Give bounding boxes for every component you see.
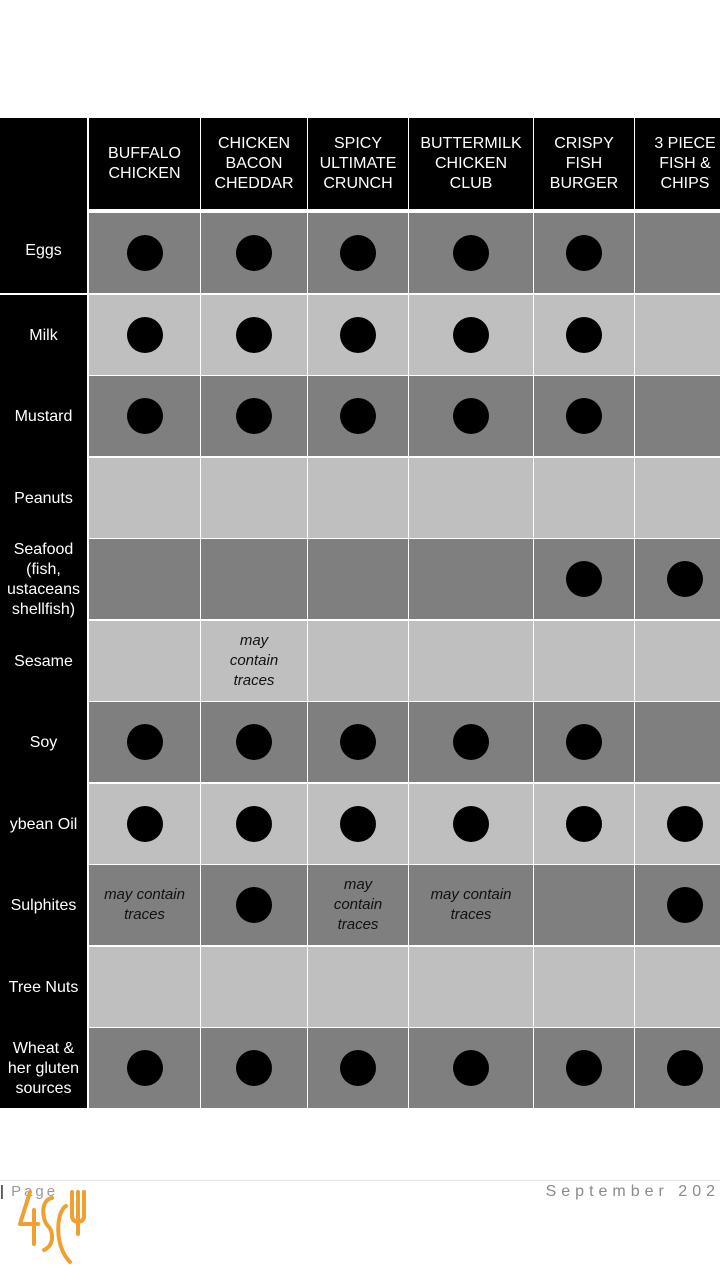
contains-allergen-dot-icon: [127, 1050, 163, 1086]
table-cell: [201, 784, 307, 864]
table-cell: [89, 539, 200, 619]
column-header-3-piece-fish-chips: 3 PIECE FISH & CHIPS: [635, 118, 720, 209]
row-header-seafood-fish-ustaceans-shellfish: [0, 539, 87, 621]
table-cell: [409, 376, 533, 456]
row-header-soy: [0, 702, 87, 784]
contains-allergen-dot-icon: [566, 1050, 602, 1086]
table-cell: [635, 1028, 720, 1108]
table-cell: [534, 213, 634, 293]
table-cell: [201, 295, 307, 375]
contains-allergen-dot-icon: [566, 398, 602, 434]
table-cell: [89, 784, 200, 864]
table-cell: [308, 1028, 408, 1108]
contains-allergen-dot-icon: [236, 724, 272, 760]
table-cell: [409, 458, 533, 538]
table-cell: [201, 213, 307, 293]
column-header-buffalo-chicken: BUFFALO CHICKEN: [89, 118, 200, 209]
table-cell: [534, 1028, 634, 1108]
row-header-mustard: [0, 376, 87, 458]
row-header-label: Soy: [29, 734, 58, 751]
table-cell: [534, 865, 634, 945]
column-header-crispy-fish-burger: CRISPY FISH BURGER: [534, 118, 634, 209]
column-header-chicken-bacon-cheddar: CHICKEN BACON CHEDDAR: [201, 118, 307, 209]
may-contain-traces-note: may contain traces: [333, 876, 383, 933]
table-cell: [534, 458, 634, 538]
table-cell: [534, 295, 634, 375]
table-cell: [308, 702, 408, 782]
contains-allergen-dot-icon: [453, 235, 489, 271]
table-cell: [534, 376, 634, 456]
footer-divider: [0, 1180, 720, 1181]
contains-allergen-dot-icon: [127, 398, 163, 434]
row-header-sesame: [0, 621, 87, 703]
column-header-spicy-ultimate-crunch: SPICY ULTIMATE CRUNCH: [308, 118, 408, 209]
table-cell: [201, 1028, 307, 1108]
table-cell: [201, 702, 307, 782]
table-cell: [89, 376, 200, 456]
allergen-table: [0, 118, 720, 1108]
contains-allergen-dot-icon: [453, 398, 489, 434]
row-header-label: Seafood (fish, ustaceans shellfish): [7, 541, 80, 618]
contains-allergen-dot-icon: [340, 724, 376, 760]
contains-allergen-dot-icon: [236, 887, 272, 923]
table-cell: [635, 376, 720, 456]
contains-allergen-dot-icon: [453, 724, 489, 760]
contains-allergen-dot-icon: [667, 1050, 703, 1086]
contains-allergen-dot-icon: [340, 317, 376, 353]
contains-allergen-dot-icon: [340, 398, 376, 434]
contains-allergen-dot-icon: [236, 398, 272, 434]
table-cell: [89, 865, 200, 945]
contains-allergen-dot-icon: [236, 806, 272, 842]
contains-allergen-dot-icon: [667, 806, 703, 842]
row-header-sulphites: [0, 865, 87, 947]
table-cell: [308, 947, 408, 1027]
contains-allergen-dot-icon: [127, 724, 163, 760]
table-cell: [89, 213, 200, 293]
row-header-label: Tree Nuts: [8, 978, 79, 996]
row-header-label: Wheat & her gluten sources: [7, 1040, 80, 1097]
table-cell: [308, 865, 408, 945]
table-cell: [201, 865, 307, 945]
contains-allergen-dot-icon: [453, 1050, 489, 1086]
table-cell: [409, 947, 533, 1027]
column-header-buttermilk-chicken-club: BUTTERMILK CHICKEN CLUB: [409, 118, 533, 209]
table-cell: [308, 784, 408, 864]
contains-allergen-dot-icon: [127, 235, 163, 271]
contains-allergen-dot-icon: [566, 317, 602, 353]
contains-allergen-dot-icon: [340, 235, 376, 271]
row-header-milk: [0, 295, 87, 377]
contains-allergen-dot-icon: [340, 806, 376, 842]
table-cell: [534, 702, 634, 782]
table-cell: [635, 621, 720, 701]
table-cell: [409, 539, 533, 619]
table-cell: [635, 213, 720, 293]
contains-allergen-dot-icon: [667, 887, 703, 923]
table-cell: [201, 539, 307, 619]
table-cell: [201, 376, 307, 456]
row-header-label: Sulphites: [10, 897, 77, 914]
table-cell: [89, 295, 200, 375]
table-cell: [635, 865, 720, 945]
table-cell: [89, 947, 200, 1027]
table-cell: [308, 295, 408, 375]
row-header-label: Eggs: [25, 242, 62, 259]
may-contain-traces-note: may contain traces: [430, 886, 512, 923]
row-header-label: Peanuts: [14, 489, 73, 507]
contains-allergen-dot-icon: [667, 561, 703, 597]
row-header-eggs: [0, 209, 87, 293]
contains-allergen-dot-icon: [340, 1050, 376, 1086]
table-cell: [635, 295, 720, 375]
row-header-label: ybean Oil: [9, 815, 78, 833]
may-contain-traces-note: may contain traces: [229, 631, 279, 689]
table-cell: [89, 458, 200, 538]
restaurant-logo-icon: [14, 1186, 90, 1270]
row-header-label: Sesame: [14, 652, 73, 670]
table-cell: [409, 865, 533, 945]
table-cell: [308, 539, 408, 619]
row-header-label: Mustard: [14, 408, 73, 425]
table-cell: [409, 621, 533, 701]
table-cell: [89, 702, 200, 782]
table-cell: [89, 621, 200, 701]
table-cell: [409, 213, 533, 293]
table-cell: [635, 539, 720, 619]
table-cell: [201, 947, 307, 1027]
table-cell: [201, 458, 307, 538]
footer-date: September 202: [545, 1183, 720, 1200]
table-cell: [89, 1028, 200, 1108]
contains-allergen-dot-icon: [566, 806, 602, 842]
may-contain-traces-note: may contain traces: [104, 886, 185, 923]
contains-allergen-dot-icon: [236, 317, 272, 353]
table-cell: [635, 947, 720, 1027]
table-cell: [409, 784, 533, 864]
table-cell: [308, 376, 408, 456]
table-cell: [635, 458, 720, 538]
contains-allergen-dot-icon: [127, 317, 163, 353]
contains-allergen-dot-icon: [453, 806, 489, 842]
table-cell: [635, 702, 720, 782]
table-cell: [534, 784, 634, 864]
row-header-wheat-her-gluten-sources: [0, 1028, 87, 1108]
row-header-tree-nuts: [0, 947, 87, 1029]
contains-allergen-dot-icon: [236, 235, 272, 271]
header-corner: [0, 118, 87, 209]
table-cell: [308, 458, 408, 538]
contains-allergen-dot-icon: [566, 235, 602, 271]
contains-allergen-dot-icon: [566, 724, 602, 760]
table-cell: [534, 539, 634, 619]
row-header-ybean-oil: [0, 784, 87, 866]
table-cell: [534, 621, 634, 701]
table-cell: [409, 295, 533, 375]
page-label: | Page: [0, 1183, 59, 1200]
table-cell: [308, 213, 408, 293]
contains-allergen-dot-icon: [453, 317, 489, 353]
contains-allergen-dot-icon: [236, 1050, 272, 1086]
row-header-label: Milk: [29, 326, 58, 344]
table-cell: [409, 1028, 533, 1108]
row-header-peanuts: [0, 458, 87, 540]
contains-allergen-dot-icon: [127, 806, 163, 842]
table-cell: [635, 784, 720, 864]
table-cell: [409, 702, 533, 782]
table-cell: [534, 947, 634, 1027]
table-cell: [201, 621, 307, 701]
table-cell: [308, 621, 408, 701]
contains-allergen-dot-icon: [566, 561, 602, 597]
